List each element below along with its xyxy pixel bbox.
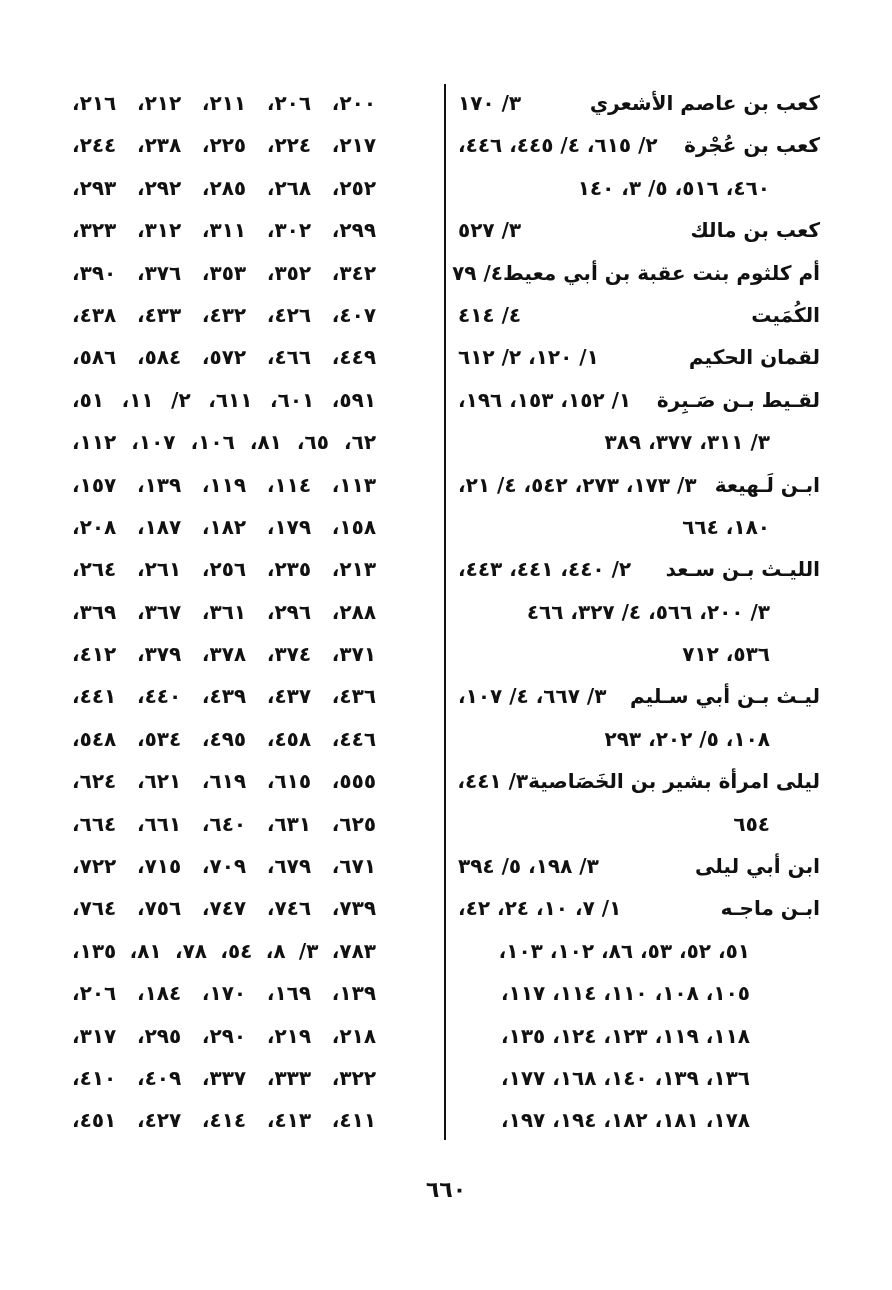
entry-references: ٥١، ٥٢، ٥٣، ٨٦، ١٠٢، ١٠٣،: [498, 938, 750, 963]
entry-name: ابن أبي ليلى: [695, 854, 820, 879]
index-entry: [458, 209, 820, 251]
entry-references: ١/ ١٢٠، ٢/ ٦١٢: [458, 345, 599, 370]
entry-name: ابـن لَـهيعة: [714, 472, 820, 497]
reference-line: ٤٤٩، ٤٦٦، ٥٧٢، ٥٨٤، ٥٨٦،: [72, 345, 377, 370]
index-entry: [452, 252, 820, 294]
entry-references: ٤/ ٤١٤: [458, 302, 522, 327]
reference-line: ٤٠٧، ٤٢٦، ٤٣٢، ٤٣٣، ٤٣٨،: [72, 302, 377, 327]
index-entry: [458, 82, 820, 124]
reference-line: ٥٥٥، ٦١٥، ٦١٩، ٦٢١، ٦٢٤،: [72, 769, 377, 794]
reference-line: ٢٩٩، ٣٠٢، ٣١١، ٣١٢، ٣٢٣،: [72, 218, 377, 243]
index-entry: [458, 464, 820, 506]
entry-references: ٤/ ٧٩: [452, 260, 503, 285]
index-continuation-line: [458, 718, 820, 760]
entry-references: ٣/ ٢٠٠، ٥٦٦، ٤/ ٣٢٧، ٤٦٦: [526, 599, 770, 624]
entry-name: ليلى امرأة بشير بن الخَصَاصية: [528, 769, 820, 794]
reference-line: ٧٣٩، ٧٤٦، ٧٤٧، ٧٥٦، ٧٦٤،: [72, 896, 377, 921]
index-column-right: [452, 82, 820, 1142]
index-entry: [458, 845, 820, 887]
entry-name: لقمان الحكيم: [688, 345, 820, 370]
page-number: ٦٦٠: [425, 1178, 467, 1203]
reference-line: ٣٤٢، ٣٥٢، ٣٥٣، ٣٧٦، ٣٩٠،: [72, 260, 377, 285]
index-continuation-line: [458, 803, 820, 845]
entry-references: ١٧٨، ١٨١، ١٨٢، ١٩٤، ١٩٧،: [501, 1108, 750, 1133]
entry-references: ٣/ ١٧٠: [458, 91, 522, 115]
reference-line: ٣٧١، ٣٧٤، ٣٧٨، ٣٧٩، ٤١٢،: [72, 642, 377, 667]
entry-name: كعب بن مالك: [690, 218, 820, 243]
index-continuation-line: [458, 167, 820, 209]
reference-line: ٢٥٢، ٢٦٨، ٢٨٥، ٢٩٢، ٢٩٣،: [72, 175, 377, 200]
index-entry: [458, 336, 820, 378]
entry-references: ٢/ ٤٤٠، ٤٤١، ٤٤٣،: [458, 557, 632, 582]
entry-references: ٦٥٤: [733, 811, 770, 836]
entry-references: ٣/ ١٧٣، ٢٧٣، ٥٤٢، ٤/ ٢١،: [458, 472, 697, 497]
reference-line: ١٣٩، ١٦٩، ١٧٠، ١٨٤، ٢٠٦،: [72, 981, 377, 1006]
reference-line: ٤١١، ٤١٣، ٤١٤، ٤٢٧، ٤٥١،: [72, 1108, 377, 1133]
entry-references: ١٠٥، ١٠٨، ١١٠، ١١٤، ١١٧،: [501, 981, 750, 1006]
index-entry: [458, 379, 820, 421]
column-divider: [444, 84, 446, 1140]
reference-line: ١٥٨، ١٧٩، ١٨٢، ١٨٧، ٢٠٨،: [72, 514, 377, 539]
index-continuation-line: [458, 972, 820, 1014]
entry-name: لقـيط بـن صَـبِرة: [656, 387, 820, 412]
index-entry: [458, 675, 820, 717]
reference-line: ٢١٧، ٢٢٤، ٢٢٥، ٢٣٨، ٢٤٤،: [72, 133, 377, 158]
index-column-left: [72, 82, 376, 1142]
index-continuation-line: [458, 506, 820, 548]
reference-line: ٥٩١، ٦٠١، ٦١١، ٢/ ١١، ٥١،: [72, 387, 377, 412]
reference-line: ٢١٨، ٢١٩، ٢٩٠، ٢٩٥، ٣١٧،: [72, 1023, 377, 1048]
entry-name: ابـن ماجـه: [720, 896, 820, 921]
entry-references: ٤٦٠، ٥١٦، ٥/ ٣، ١٤٠: [577, 175, 770, 200]
entry-name: ليـث بـن أبي سـليم: [629, 684, 820, 709]
reference-line: ٤٤٦، ٤٥٨، ٤٩٥، ٥٣٤، ٥٤٨،: [72, 726, 377, 751]
index-entry: [458, 760, 820, 802]
entry-name: كعب بن عُجْرة: [684, 133, 820, 158]
entry-references: ١٣٦، ١٣٩، ١٤٠، ١٦٨، ١٧٧،: [501, 1065, 750, 1090]
index-continuation-line: [458, 421, 820, 463]
reference-line: ٦٢٥، ٦٣١، ٦٤٠، ٦٦١، ٦٦٤،: [72, 811, 377, 836]
entry-references: ١٨٠، ٦٦٤: [682, 514, 770, 539]
entry-references: ٣/ ٥٢٧: [458, 218, 522, 243]
index-entry: [458, 124, 820, 166]
entry-references: ٣/ ٤٤١،: [457, 769, 529, 794]
reference-line: ٤٣٦، ٤٣٧، ٤٣٩، ٤٤٠، ٤٤١،: [72, 684, 377, 709]
entry-references: ٣/ ٣١١، ٣٧٧، ٣٨٩: [604, 430, 770, 455]
index-continuation-line: [458, 930, 820, 972]
entry-name: أم كلثوم بنت عقبة بن أبي معيط: [502, 260, 820, 285]
entry-references: ١/ ١٥٢، ١٥٣، ١٩٦،: [458, 387, 632, 412]
index-continuation-line: [458, 1057, 820, 1099]
reference-line: ٢٠٠، ٢٠٦، ٢١١، ٢١٢، ٢١٦،: [72, 91, 377, 115]
entry-name: الليـث بـن سـعد: [665, 557, 820, 582]
entry-references: ١١٨، ١١٩، ١٢٣، ١٢٤، ١٣٥،: [501, 1023, 750, 1048]
index-entry: [458, 548, 820, 590]
reference-line: ٢٨٨، ٢٩٦، ٣٦١، ٣٦٧، ٣٦٩،: [72, 599, 377, 624]
reference-line: ١١٣، ١١٤، ١١٩، ١٣٩، ١٥٧،: [72, 472, 377, 497]
index-entry: [458, 294, 820, 336]
index-continuation-line: [458, 633, 820, 675]
index-continuation-line: [458, 1015, 820, 1057]
entry-references: ٢/ ٦١٥، ٤/ ٤٤٥، ٤٤٦،: [458, 133, 658, 158]
entry-references: ١/ ٧، ١٠، ٢٤، ٤٢،: [458, 896, 622, 921]
entry-references: ٥٣٦، ٧١٢: [682, 642, 770, 667]
reference-line: ٦٢، ٦٥، ٨١، ١٠٦، ١٠٧، ١١٢،: [72, 430, 377, 455]
entry-references: ٣/ ٦٦٧، ٤/ ١٠٧،: [458, 684, 607, 709]
index-entry: [458, 887, 820, 929]
index-continuation-line: [458, 1099, 820, 1141]
entry-references: ١٠٨، ٥/ ٢٠٢، ٢٩٣: [604, 726, 770, 751]
reference-line: ٣٢٢، ٣٣٣، ٣٣٧، ٤٠٩، ٤١٠،: [72, 1065, 377, 1090]
entry-name: الكُمَيت: [751, 302, 820, 327]
entry-name: كعب بن عاصم الأشعري: [589, 91, 820, 115]
reference-line: ٦٧١، ٦٧٩، ٧٠٩، ٧١٥، ٧٢٢،: [72, 854, 377, 879]
reference-line: ٢١٣، ٢٣٥، ٢٥٦، ٢٦١، ٢٦٤،: [72, 557, 377, 582]
index-continuation-line: [458, 591, 820, 633]
entry-references: ٣/ ١٩٨، ٥/ ٣٩٤: [458, 854, 599, 879]
reference-line: ٧٨٣، ٣/ ٨، ٥٤، ٧٨، ٨١، ١٣٥،: [72, 938, 376, 963]
